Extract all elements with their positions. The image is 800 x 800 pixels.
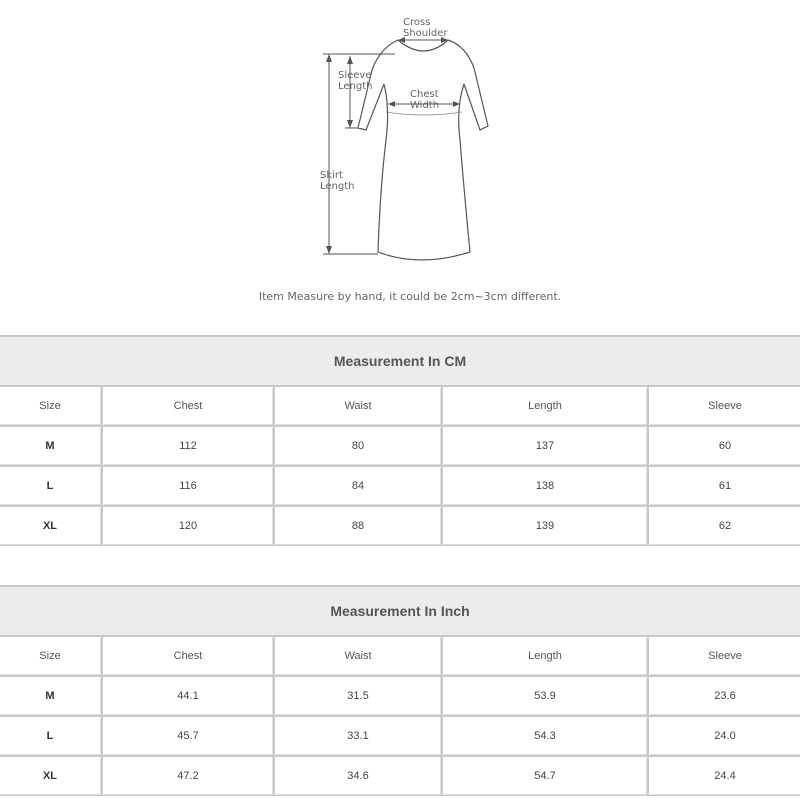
table-cell: 61 — [648, 466, 800, 506]
measure-note: Item Measure by hand, it could be 2cm~3cm different. — [258, 290, 562, 303]
table-cell: 137 — [442, 426, 648, 466]
table-cell: 54.3 — [442, 716, 648, 756]
size-cell: XL — [0, 756, 102, 796]
cross-shoulder-label: Cross Shoulder — [403, 17, 448, 39]
table-cell: 138 — [442, 466, 648, 506]
table-cell: 53.9 — [442, 676, 648, 716]
table-cell: 33.1 — [274, 716, 442, 756]
column-header: Length — [442, 636, 648, 676]
column-header: Length — [442, 386, 648, 426]
table-row — [0, 756, 800, 796]
chest-width-label: Chest Width — [410, 89, 440, 111]
table-cell: 112 — [102, 426, 274, 466]
table-cell: 62 — [648, 506, 800, 546]
table-cell: 31.5 — [274, 676, 442, 716]
table-cell: 120 — [102, 506, 274, 546]
sleeve-length-label: Sleeve Length — [338, 70, 373, 92]
inch-measurement-table — [0, 585, 800, 796]
table-cell: 24.0 — [648, 716, 800, 756]
column-header: Waist — [274, 386, 442, 426]
table-row — [0, 716, 800, 756]
table-cell: 23.6 — [648, 676, 800, 716]
table-cell: 34.6 — [274, 756, 442, 796]
size-cell: M — [0, 426, 102, 466]
table-cell: 139 — [442, 506, 648, 546]
table-cell: 84 — [274, 466, 442, 506]
table-cell: 47.2 — [102, 756, 274, 796]
column-header: Size — [0, 386, 102, 426]
size-cell: M — [0, 676, 102, 716]
column-header: Size — [0, 636, 102, 676]
table-cell: 80 — [274, 426, 442, 466]
table-cell: 88 — [274, 506, 442, 546]
table-cell: 44.1 — [102, 676, 274, 716]
cm-measurement-table — [0, 335, 800, 546]
table-cell: 24.4 — [648, 756, 800, 796]
column-header: Waist — [274, 636, 442, 676]
size-cell: L — [0, 716, 102, 756]
column-header: Sleeve — [648, 636, 800, 676]
column-header: Chest — [102, 386, 274, 426]
dress-measurement-diagram — [0, 0, 800, 310]
column-header: Sleeve — [648, 386, 800, 426]
column-header: Chest — [102, 636, 274, 676]
table-cell: 54.7 — [442, 756, 648, 796]
table-row — [0, 676, 800, 716]
size-cell: L — [0, 466, 102, 506]
inch-table-title: Measurement In Inch — [0, 585, 800, 636]
table-row — [0, 466, 800, 506]
cm-table-title: Measurement In CM — [0, 335, 800, 386]
size-cell: XL — [0, 506, 102, 546]
table-row — [0, 426, 800, 466]
table-row — [0, 506, 800, 546]
table-cell: 60 — [648, 426, 800, 466]
table-cell: 45.7 — [102, 716, 274, 756]
table-cell: 116 — [102, 466, 274, 506]
dress-outline-icon — [0, 0, 800, 310]
skirt-length-label: Skirt Length — [320, 170, 355, 192]
